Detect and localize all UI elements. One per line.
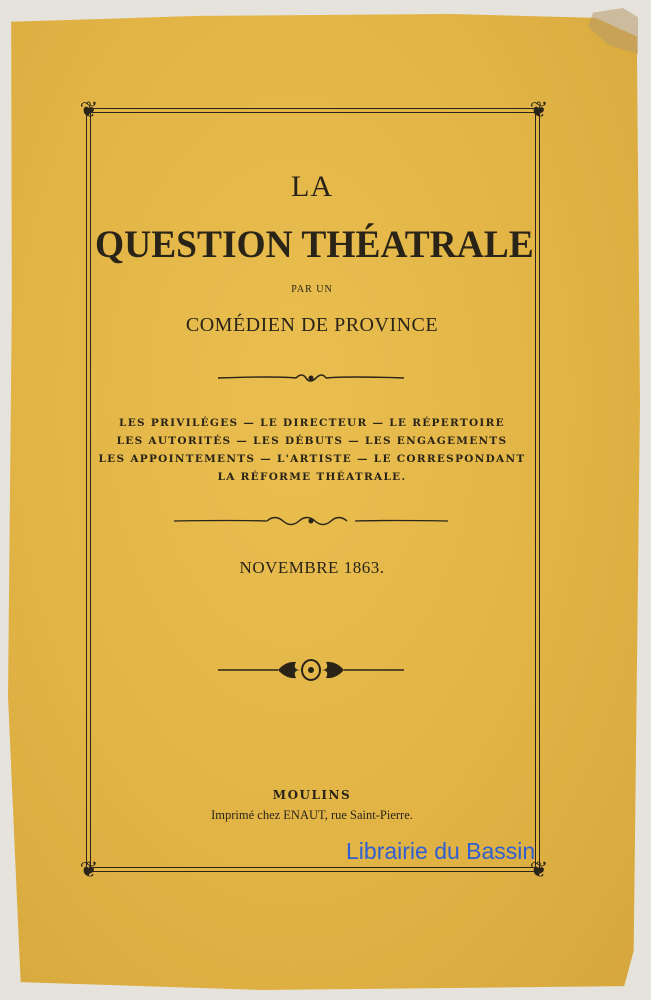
watermark: Librairie du Bassin — [346, 838, 536, 864]
by-line: PAR UN — [291, 284, 333, 295]
author: COMÉDIEN DE PROVINCE — [185, 314, 439, 336]
topics-list — [86, 414, 538, 486]
flourish-divider-icon — [216, 656, 406, 684]
topic-line: LES AUTORITÉS — LES DÉBUTS — LES ENGAGEMENTS — [116, 435, 508, 447]
flourish-divider-icon — [216, 370, 406, 386]
publication-city: MOULINS — [272, 788, 352, 802]
topic-line: LES PRIVILÉGES — LE DIRECTEUR — LE RÉPERTOIRE — [119, 417, 505, 429]
frame-corner-ornament-icon: ❦ — [529, 858, 549, 883]
topic-line: LES APPOINTEMENTS — L'ARTISTE — LE CORRESPONDANT — [98, 453, 526, 465]
publication-date: NOVEMBRE 1863. — [239, 558, 385, 577]
flourish-divider-icon — [172, 512, 450, 530]
frame-corner-ornament-icon: ❦ — [529, 98, 549, 123]
printer-line: Imprimé chez ENAUT, rue Saint-Pierre. — [211, 808, 413, 822]
title-prefix: LA — [291, 170, 333, 203]
frame-corner-ornament-icon: ❦ — [79, 858, 99, 883]
topic-line: LA RÉFORME THÉATRALE. — [217, 471, 407, 483]
page-title: QUESTION THÉATRALE — [95, 223, 534, 266]
frame-corner-ornament-icon: ❦ — [79, 98, 99, 123]
